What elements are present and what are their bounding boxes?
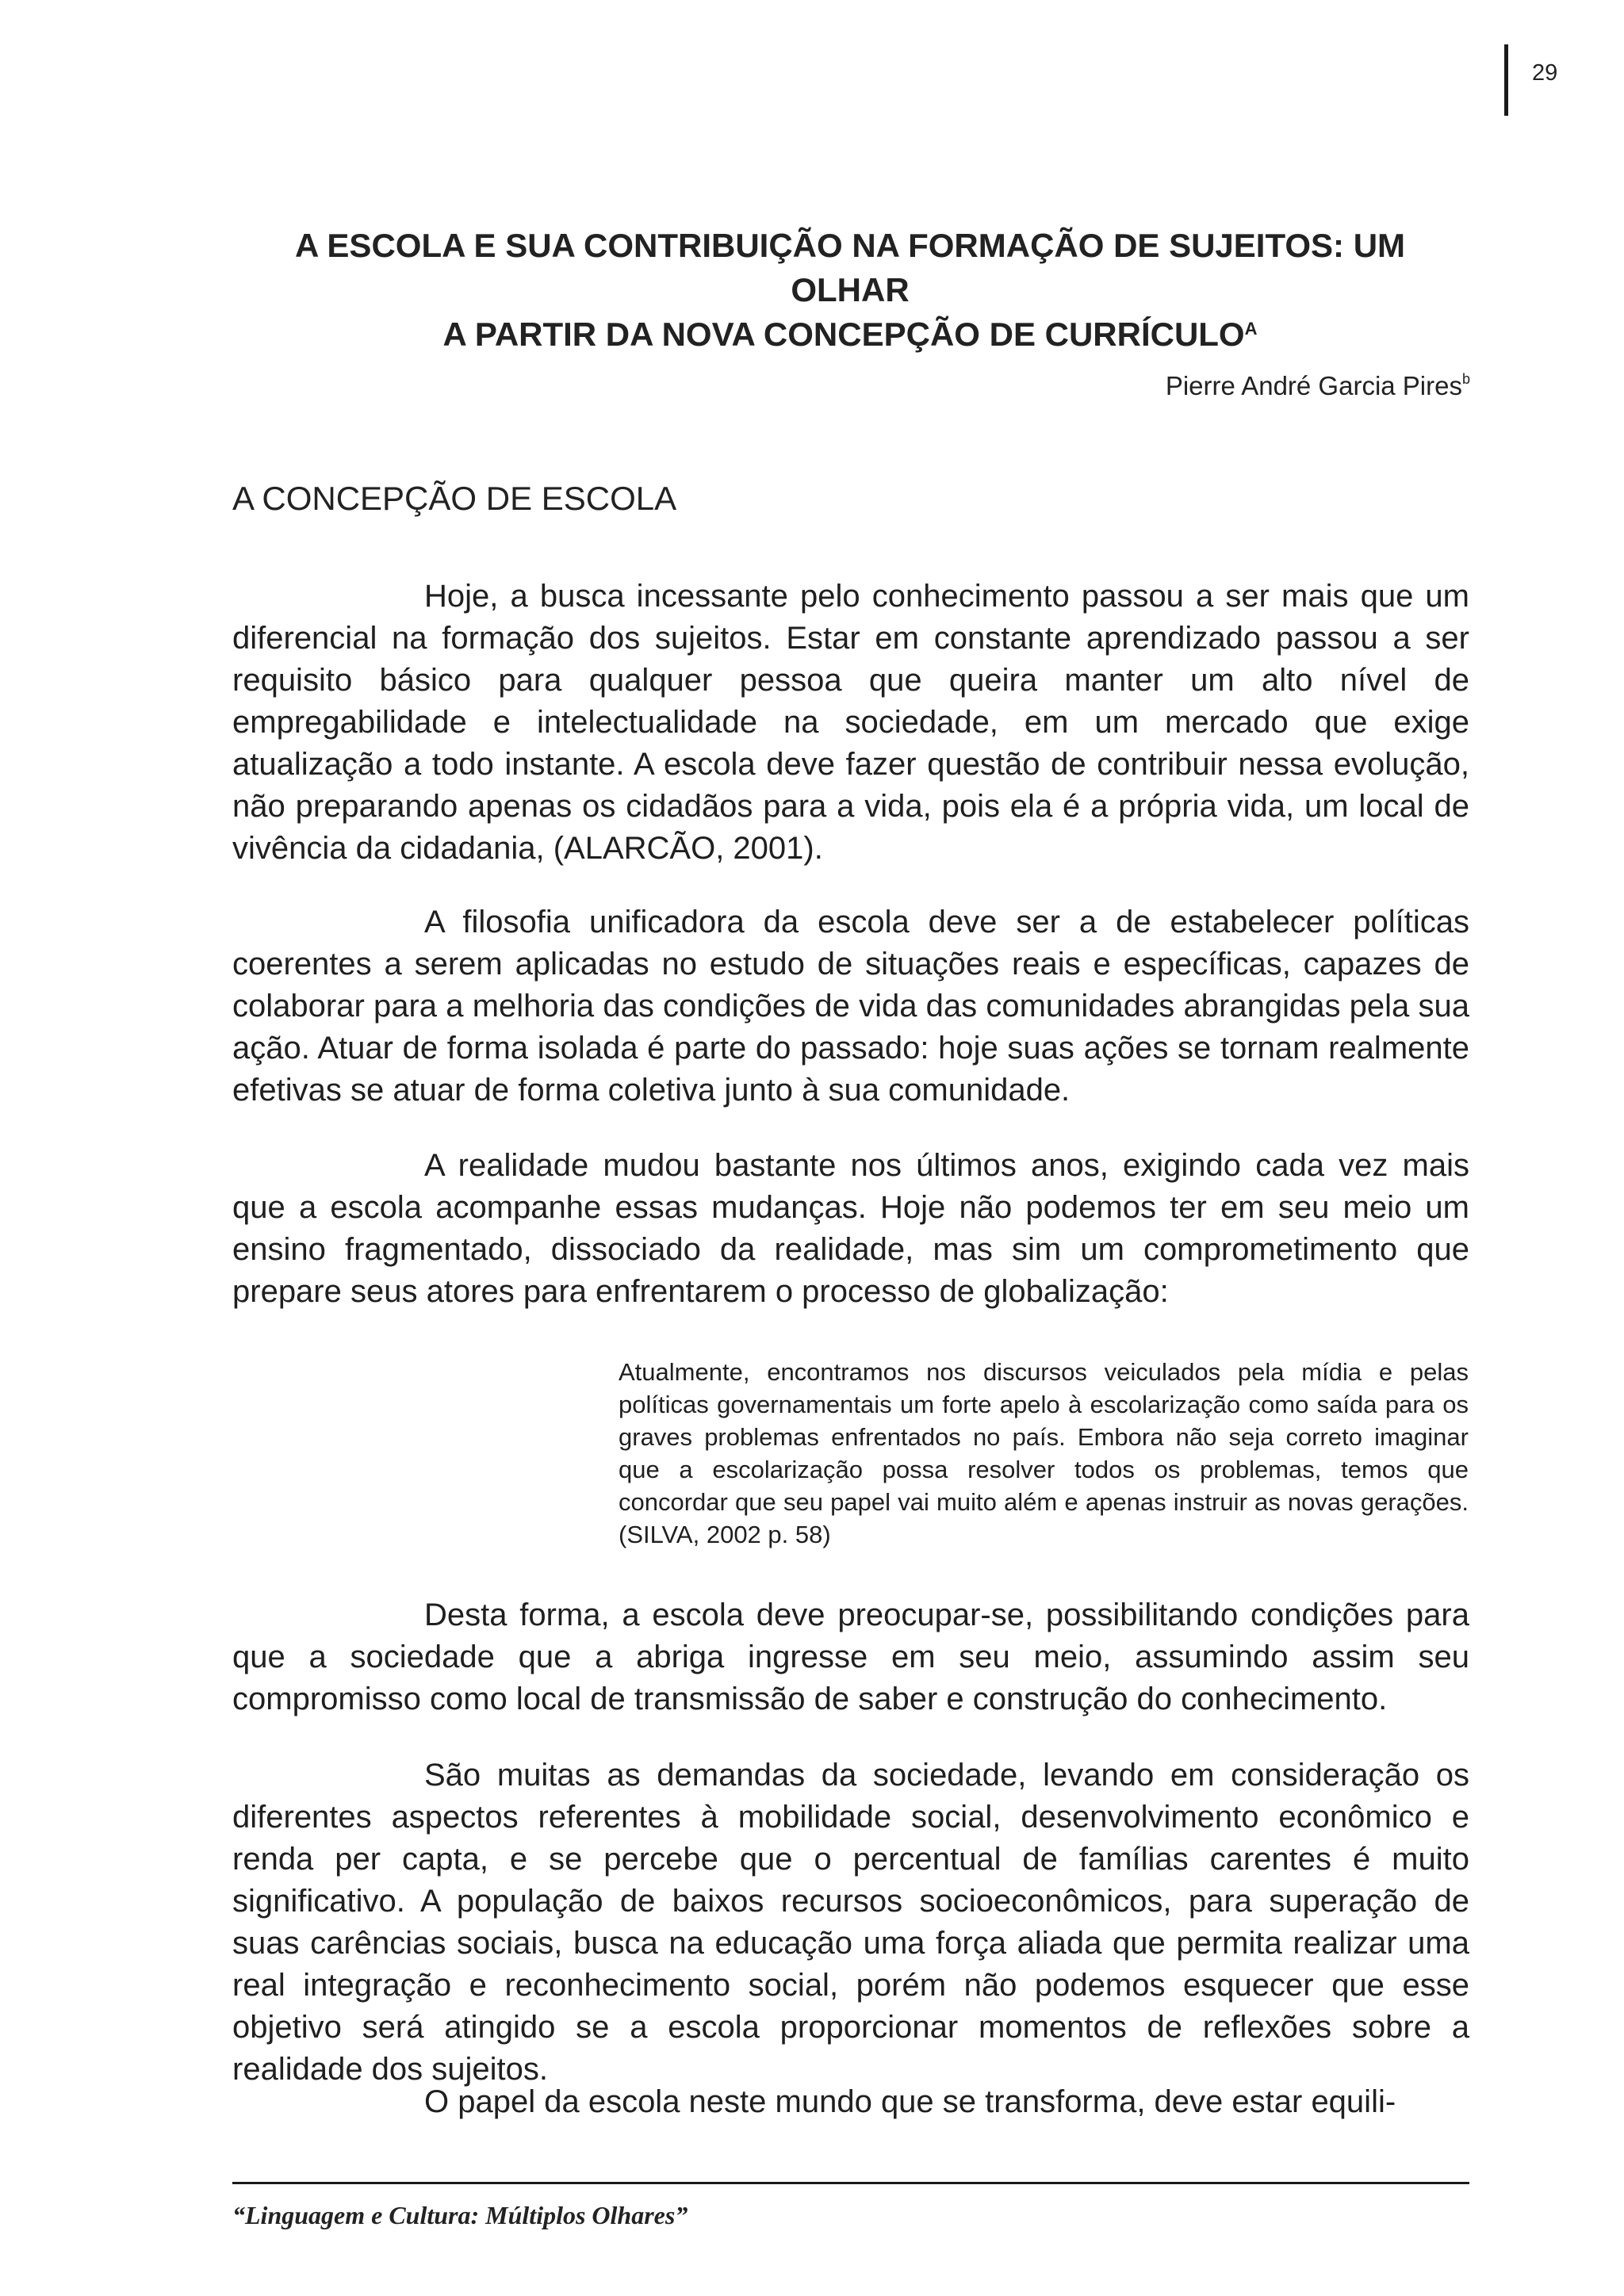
title-line-2: A PARTIR DA NOVA CONCEPÇÃO DE CURRÍCULO (442, 316, 1245, 353)
paragraph-1: Hoje, a busca incessante pelo conhecimento passou a ser mais que um diferencial na formação dos sujeitos. Estar em constante aprendizado passou a ser requisito básico para qualquer pessoa que queira manter um alto nível de empregabilidade e intelectualidade na sociedade, em um mercado que exige atualização a todo instante. A escola deve fazer questão de contribuir nessa evolução, não preparando apenas os cidadãos para a vida, pois ela é a própria vida, um local de vivência da cidadania, (ALARCÃO, 2001). (232, 579, 1469, 866)
paragraph-2: A filosofia unificadora da escola deve ser a de estabelecer políticas coerentes a serem aplicadas no estudo de situações reais e específicas, capazes de colaborar para a melhoria das condições de vida das comunidades abrangidas pela sua ação. Atuar de forma isolada é parte do passado: hoje suas ações se tornam realmente efetivas se atuar de forma coletiva junto à sua comunidade. (232, 905, 1469, 1108)
paragraph-3: A realidade mudou bastante nos últimos anos, exigindo cada vez mais que a escola acompanhe essas mudanças. Hoje não podemos ter em seu meio um ensino fragmentado, dissociado da realidade, mas sim um comprometimento que prepare seus atores para enfrentarem o processo de globalização: (232, 1148, 1469, 1309)
footer-divider (232, 2182, 1469, 2184)
author-footnote-marker: b (1461, 371, 1470, 387)
paragraph-4: Desta forma, a escola deve preocupar-se, possibilitando condições para que a sociedade que a abriga ingresse em seu meio, assumindo assim seu compromisso como local de transmissão de saber e construção do conhecimento. (232, 1598, 1469, 1716)
title-line-1: A ESCOLA E SUA CONTRIBUIÇÃO NA FORMAÇÃO DE SUJEITOS: UM OLHAR (294, 227, 1406, 308)
author-byline (1166, 371, 1470, 401)
article-title (232, 224, 1469, 357)
page-number: 29 (1532, 60, 1558, 86)
paragraph-5: São muitas as demandas da sociedade, levando em consideração os diferentes aspectos referentes à mobilidade social, desenvolvimento econômico e renda per capta, e se percebe que o percentual de famílias carentes é muito significativo. A população de baixos recursos socioeconômicos, para superação de suas carências sociais, busca na educação uma força aliada que permita realizar uma real integração e reconhecimento social, porém não podemos esquecer que esse objetivo será atingido se a escola proporcionar momentos de reflexões sobre a realidade dos sujeitos. (232, 1758, 1469, 2087)
section-heading: A CONCEPÇÃO DE ESCOLA (232, 480, 677, 517)
title-footnote-marker: A (1244, 319, 1258, 339)
page-marker-bar (1504, 44, 1508, 116)
paragraph-6: O papel da escola neste mundo que se transforma, deve estar equili- (424, 2084, 1396, 2119)
author-name: Pierre André Garcia Pires (1165, 371, 1462, 400)
block-quote: Atualmente, encontramos nos discursos veiculados pela mídia e pelas políticas governamentais um forte apelo à escolarização como saída para os graves problemas enfrentados no país. Embora não seja correto imaginar que a escolarização possa resolver todos os problemas, temos que concordar que seu papel vai muito além e apenas instruir as novas gerações. (SILVA, 2002 p. 58) (619, 1358, 1469, 1548)
footer-publication-title: “Linguagem e Cultura: Múltiplos Olhares” (232, 2201, 688, 2229)
